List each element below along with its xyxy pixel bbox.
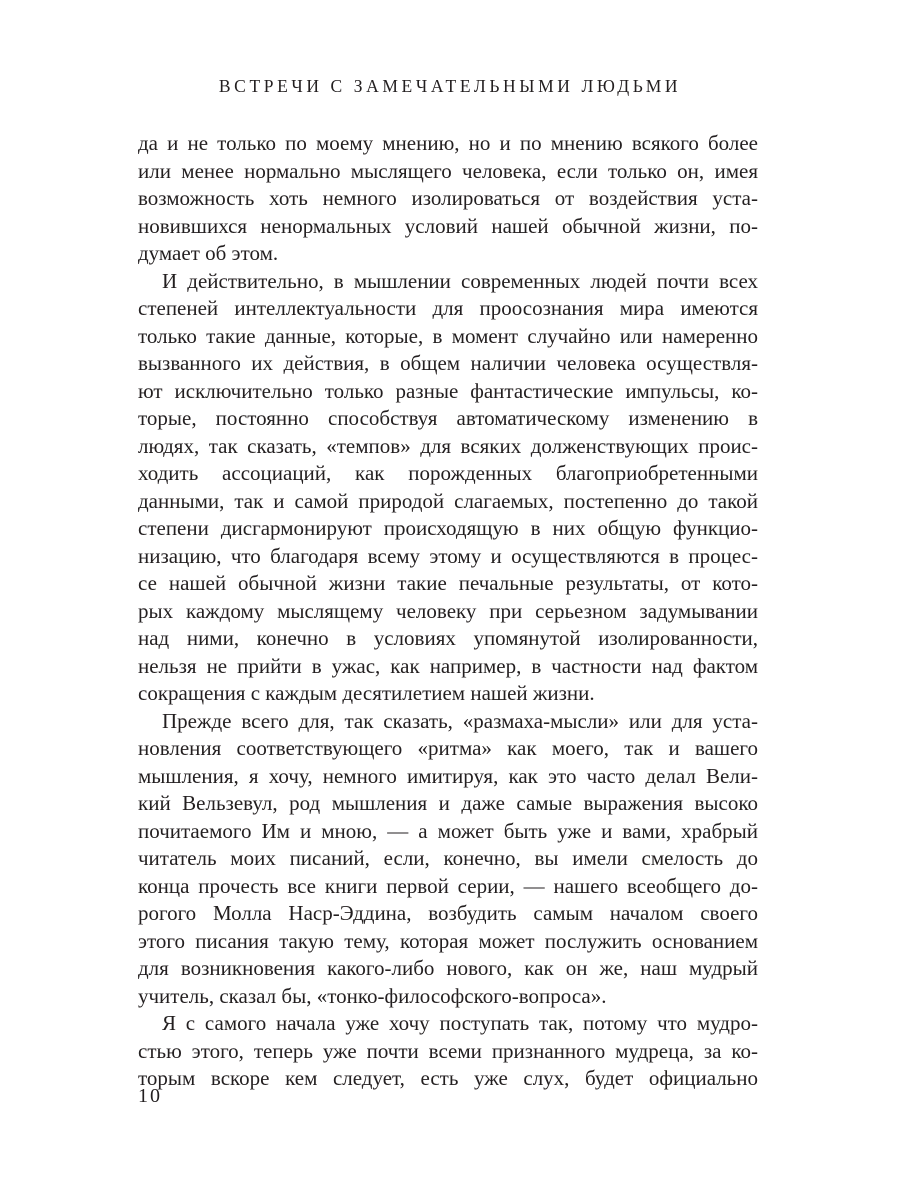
text-line: торым вскоре кем следует, есть уже слух, будет официально <box>138 1066 758 1090</box>
text-line: да и не только по моему мнению, но и по мнению всякого более <box>138 131 758 155</box>
paragraph <box>138 708 758 1011</box>
text-line: ходить ассоциаций, как порожденных благоприобретенными <box>138 461 758 485</box>
text-line: новившихся ненормальных условий нашей обычной жизни, по- <box>138 213 758 238</box>
paragraph <box>138 268 758 708</box>
text-line: людях, так сказать, «темпов» для всяких долженствующих проис- <box>138 433 758 458</box>
text-line: низацию, что благодаря всему этому и осуществляются в процес- <box>138 543 758 568</box>
page-number: 10 <box>138 1085 162 1107</box>
text-line: рогого Молла Наср-Эддина, возбудить самым началом своего <box>138 901 758 925</box>
text-line: над ними, конечно в условиях упомянутой изолированности, <box>138 626 758 650</box>
text-line: новления соответствующего «ритма» как моего, так и вашего <box>138 736 758 760</box>
text-line: почитаемого Им и мною, — а может быть уже и вами, храбрый <box>138 818 758 843</box>
text-line: возможность хоть немного изолироваться от воздействия уста- <box>138 186 758 210</box>
text-line: торые, постоянно способствуя автоматическому изменению в <box>138 406 758 430</box>
text-line: степени дисгармонируют происходящую в них общую функцио- <box>138 516 758 540</box>
text-line: конца прочесть все книги первой серии, — нашего всеобщего до- <box>138 873 758 898</box>
text-line: учитель, сказал бы, «тонко-философского-вопроса». <box>138 983 607 1008</box>
text-line: стью этого, теперь уже почти всеми признанного мудреца, за ко- <box>138 1038 758 1063</box>
body-text <box>138 130 758 1093</box>
text-line: только такие данные, которые, в момент случайно или намеренно <box>138 323 758 348</box>
text-line: данными, так и самой природой слагаемых, постепенно до такой <box>138 488 758 513</box>
text-line: степеней интеллектуальности для проосознания мира имеются <box>138 296 758 320</box>
text-line: этого писания такую тему, которая может послужить основанием <box>138 928 758 953</box>
text-line: или менее нормально мыслящего человека, если только он, имея <box>138 158 758 183</box>
text-line: ют исключительно только разные фантастические импульсы, ко- <box>138 378 758 403</box>
text-line: рых каждому мыслящему человеку при серьезном задумывании <box>138 598 758 623</box>
text-line: кий Вельзевул, род мышления и даже самые выражения высоко <box>138 791 758 815</box>
running-head: ВСТРЕЧИ С ЗАМЕЧАТЕЛЬНЫМИ ЛЮДЬМИ <box>218 76 682 96</box>
text-line: се нашей обычной жизни такие печальные результаты, от кото- <box>138 571 758 595</box>
text-line: Прежде всего для, так сказать, «размаха-мысли» или для уста- <box>162 708 758 733</box>
paragraph <box>138 1010 758 1093</box>
text-line: нельзя не прийти в ужас, как например, в частности над фактом <box>138 653 758 678</box>
text-line: читатель моих писаний, если, конечно, вы имели смелость до <box>138 846 758 870</box>
paragraph <box>138 130 758 268</box>
text-line: мышления, я хочу, немного имитируя, как это часто делал Вели- <box>138 763 758 788</box>
text-line: Я с самого начала уже хочу поступать так, потому что мудро- <box>162 1011 758 1035</box>
text-line: вызванного их действия, в общем наличии человека осуществля- <box>138 351 758 375</box>
text-line: И действительно, в мышлении современных людей почти всех <box>162 268 758 293</box>
text-line: сокращения с каждым десятилетием нашей жизни. <box>138 681 595 705</box>
text-line: для возникновения какого-либо нового, как он же, наш мудрый <box>138 956 758 980</box>
text-line: думает об этом. <box>138 241 279 265</box>
